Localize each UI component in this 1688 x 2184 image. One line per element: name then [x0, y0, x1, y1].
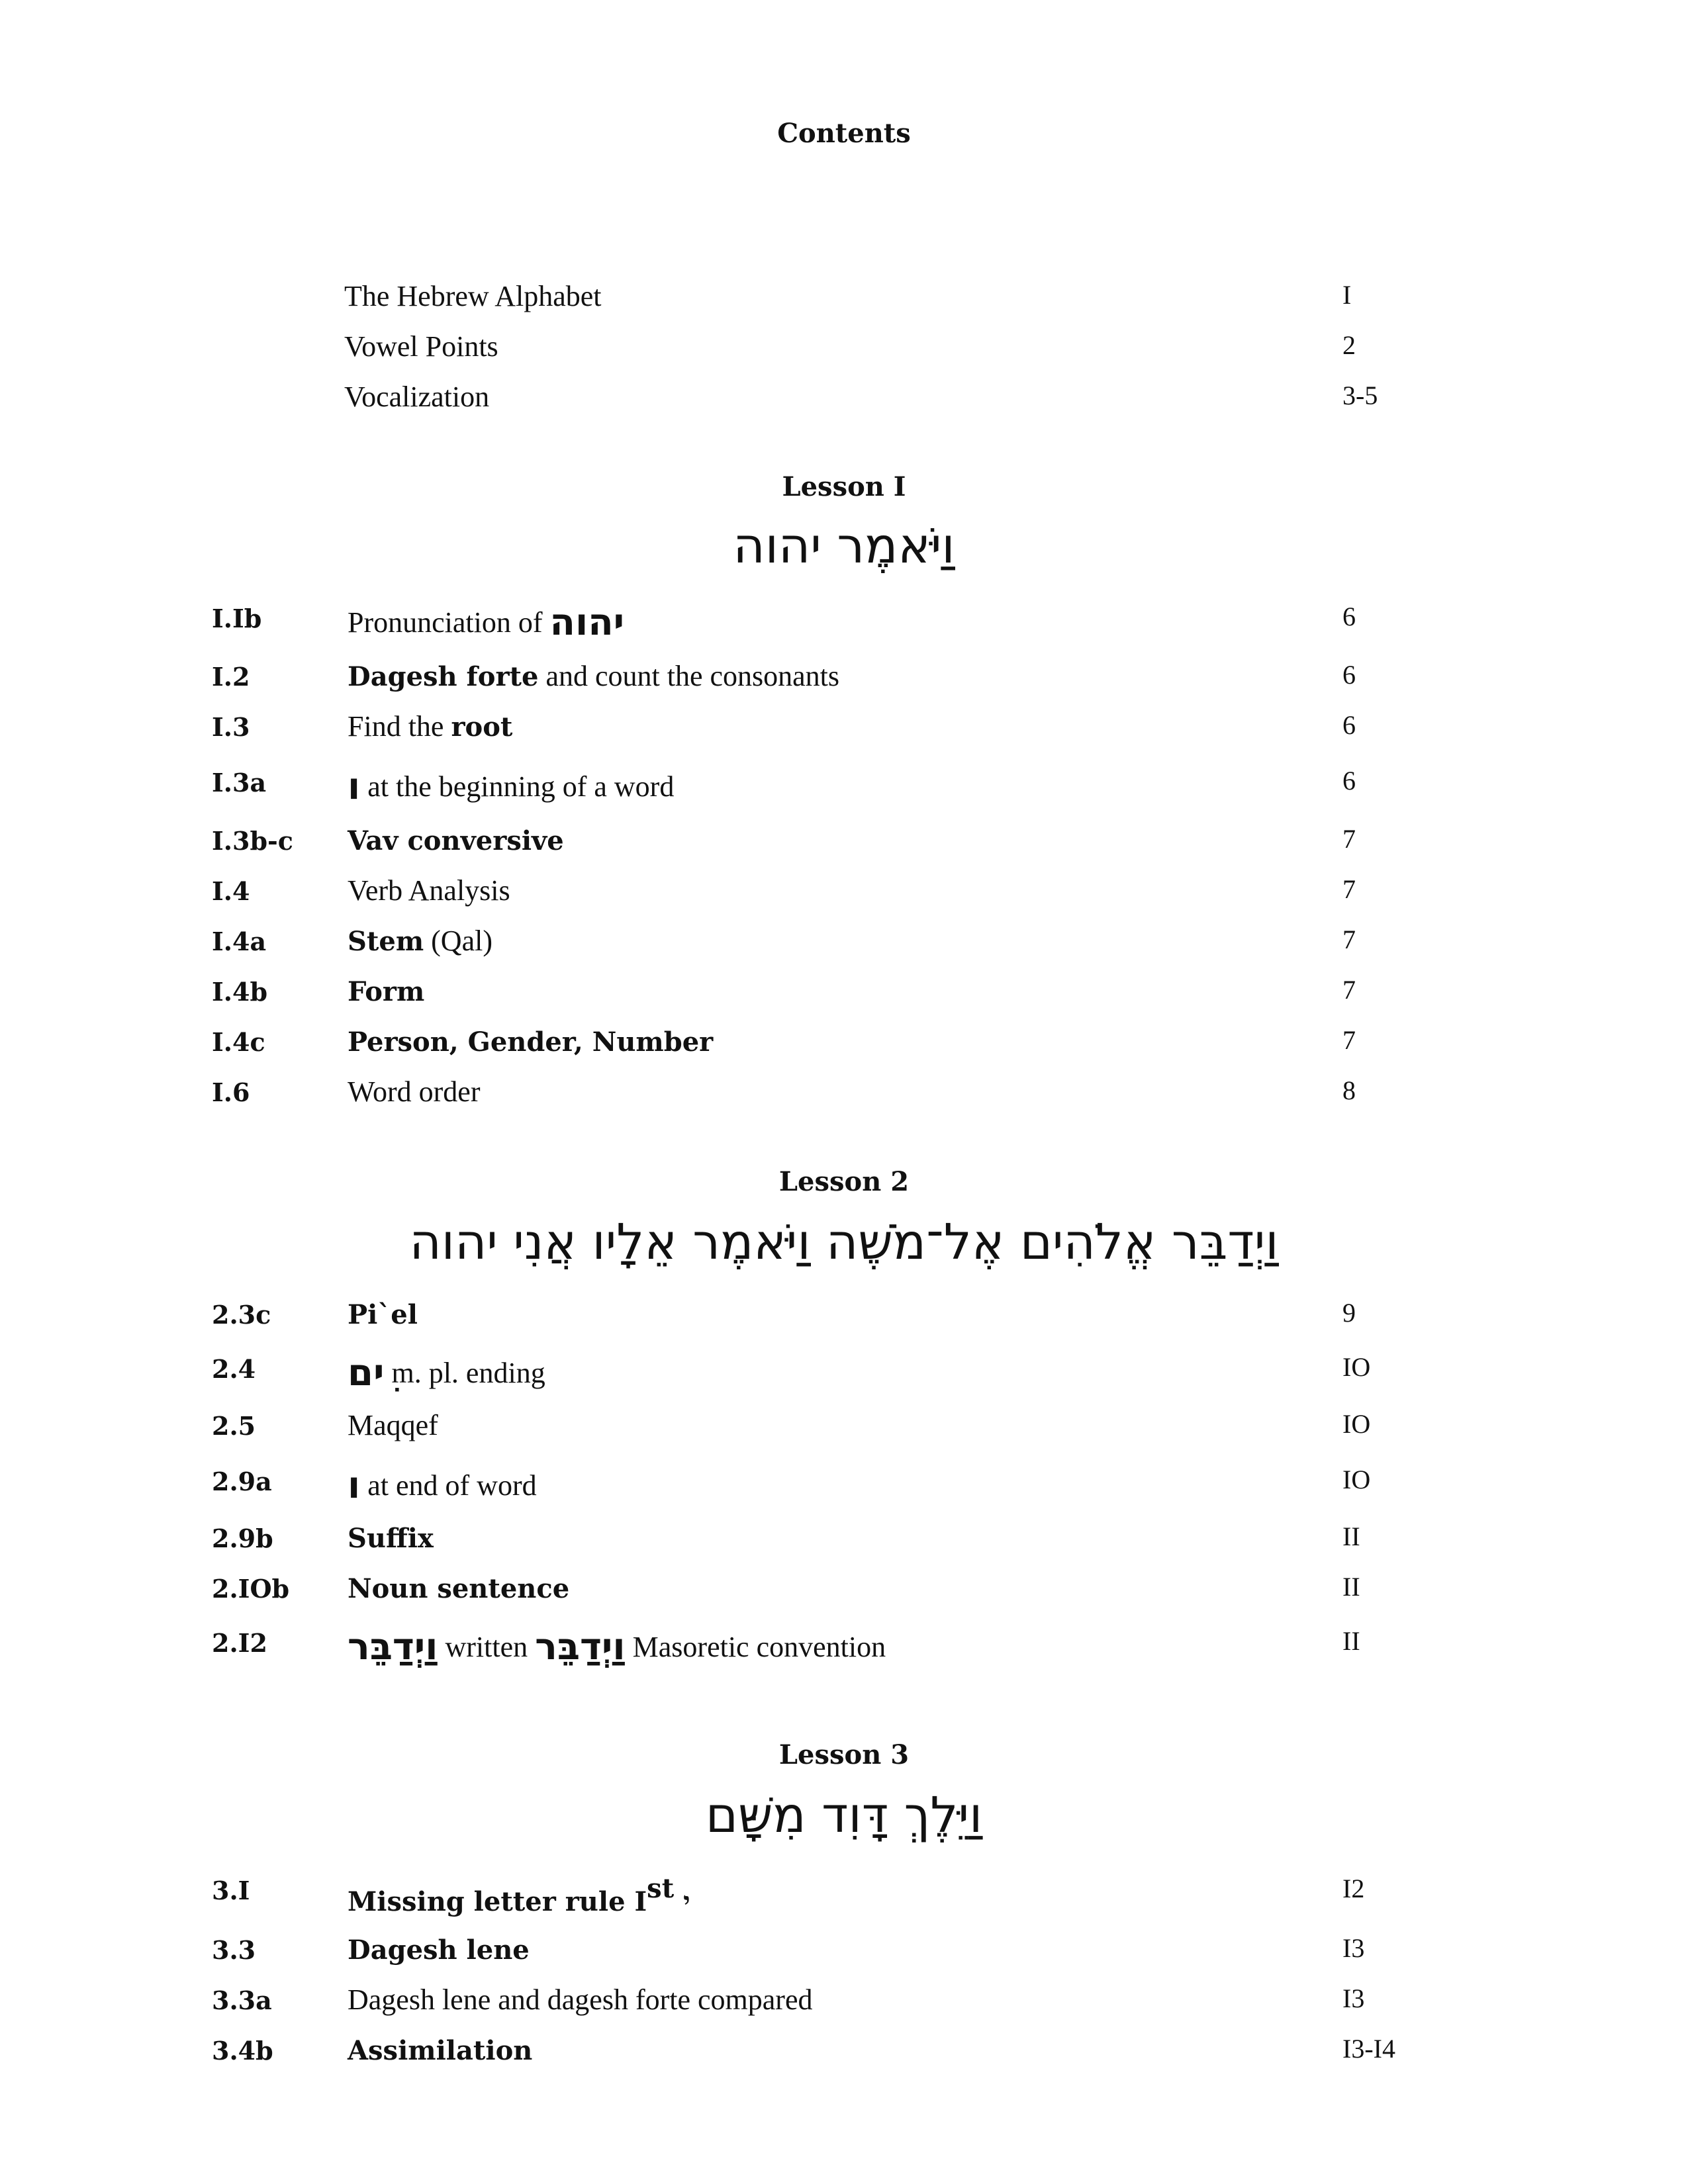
entry-page: 7 — [1342, 1025, 1356, 1055]
hebrew-ending: ִים — [348, 1351, 385, 1394]
entry-title: Vocalization — [344, 381, 490, 413]
entry-page: 6 — [1342, 710, 1356, 740]
lesson-hebrew-title: וַיְדַבֵּר אֱלֹהִים אֶל־מֹשֶׁה וַיֹּאמֶר אֵלָיו אֲנִי יהוה — [409, 1214, 1279, 1271]
entry-page: I2 — [1342, 1874, 1365, 1903]
toc-entry — [212, 1521, 1470, 1563]
entry-text: Pi`el — [348, 1299, 418, 1330]
section-number: 3.3 — [212, 1935, 256, 1965]
section-number: I.4b — [212, 977, 268, 1007]
section-number: I.3b-c — [212, 826, 293, 856]
entry-text: Assimilation — [348, 2035, 533, 2066]
entry-page: 7 — [1342, 874, 1356, 904]
entry-page: 9 — [1342, 1298, 1356, 1328]
section-number: I.4 — [212, 876, 250, 906]
toc-entry — [212, 1983, 1470, 2025]
toc-entry — [212, 765, 1470, 807]
intro-entry — [344, 330, 1403, 369]
entry-page: IO — [1342, 1465, 1371, 1494]
entry-text: Dagesh forte and count the consonants — [348, 660, 840, 692]
hebrew-letter: ו — [348, 1464, 361, 1507]
section-number: 2.IOb — [212, 1574, 290, 1604]
toc-entry — [212, 1571, 1470, 1614]
intro-entry — [344, 380, 1403, 420]
section-number: 3.I — [212, 1876, 250, 1905]
entry-text: Missing letter rule Ist י — [348, 1873, 690, 1917]
lesson-heading: Lesson I — [782, 471, 906, 502]
entry-page: 6 — [1342, 766, 1356, 796]
entry-text: Suffix — [348, 1523, 434, 1554]
toc-entry — [212, 1625, 1470, 1668]
entry-text: Verb Analysis — [348, 874, 510, 907]
toc-entry — [212, 1464, 1470, 1506]
section-number: 3.3a — [212, 1985, 272, 2015]
entry-page: 7 — [1342, 824, 1356, 854]
section-number: 2.I2 — [212, 1628, 267, 1658]
section-number: 2.9b — [212, 1524, 273, 1553]
entry-page: 7 — [1342, 975, 1356, 1005]
toc-entry — [212, 874, 1470, 916]
section-number: 2.3c — [212, 1300, 271, 1330]
toc-entry — [212, 1351, 1470, 1394]
section-number: 2.4 — [212, 1354, 256, 1384]
hebrew-word: וַיְדַבֵּר — [348, 1625, 438, 1668]
lesson-heading: Lesson 2 — [778, 1166, 910, 1197]
entry-text: Stem (Qal) — [348, 925, 492, 957]
hebrew-word: וַיְדַבֵּר — [535, 1625, 626, 1668]
toc-entry — [212, 2033, 1470, 2075]
toc-entry — [212, 1933, 1470, 1975]
entry-page: 6 — [1342, 660, 1356, 690]
entry-page: I3 — [1342, 1983, 1365, 2013]
section-number: 2.9a — [212, 1467, 272, 1496]
entry-page: 6 — [1342, 602, 1356, 631]
entry-page: IO — [1342, 1409, 1371, 1439]
toc-entry — [212, 709, 1470, 752]
entry-text: ו at the beginning of a word — [348, 765, 675, 808]
entry-text: Form — [348, 976, 425, 1007]
toc-entry — [212, 1297, 1470, 1340]
section-number: I.3 — [212, 712, 250, 742]
section-number: I.3a — [212, 768, 267, 797]
toc-entry — [212, 601, 1470, 643]
hebrew-letter: ו — [348, 765, 361, 808]
entry-text: ִים m. pl. ending — [348, 1351, 545, 1394]
entry-text: Pronunciation of יהוה — [348, 601, 625, 644]
section-number: 2.5 — [212, 1411, 256, 1441]
entry-title: The Hebrew Alphabet — [344, 280, 602, 312]
entry-page: II — [1342, 1522, 1360, 1551]
page-title: Contents — [777, 118, 911, 149]
toc-entry — [212, 659, 1470, 702]
entry-page: II — [1342, 1626, 1360, 1656]
entry-text: Vav conversive — [348, 825, 564, 856]
toc-entry — [212, 974, 1470, 1017]
section-number: I.6 — [212, 1077, 250, 1107]
entry-text: Dagesh lene — [348, 1934, 530, 1966]
toc-entry — [212, 924, 1470, 966]
entry-text: Find the root — [348, 710, 513, 743]
lesson-hebrew-title: וַיֹּאמֶר יהוה — [733, 518, 955, 574]
entry-page: 2 — [1342, 330, 1356, 360]
entry-page: I — [1342, 280, 1352, 310]
entry-page: IO — [1342, 1352, 1371, 1382]
lesson-heading: Lesson 3 — [778, 1739, 910, 1770]
entry-page: I3-I4 — [1342, 2034, 1395, 2064]
toc-entry — [212, 823, 1470, 866]
section-number: 3.4b — [212, 2036, 273, 2066]
entry-page: 3-5 — [1342, 381, 1378, 410]
entry-text: Person, Gender, Number — [348, 1026, 714, 1058]
entry-text: Maqqef — [348, 1409, 438, 1441]
section-number: I.4c — [212, 1027, 265, 1057]
entry-page: II — [1342, 1572, 1360, 1602]
section-number: I.2 — [212, 662, 250, 692]
section-number: I.Ib — [212, 604, 262, 633]
toc-entry — [212, 1408, 1470, 1451]
entry-text: ו at end of word — [348, 1464, 537, 1507]
entry-page: I3 — [1342, 1933, 1365, 1963]
toc-entry — [212, 1075, 1470, 1117]
hebrew-word: יהוה — [549, 601, 625, 644]
entry-text: Noun sentence — [348, 1573, 570, 1604]
entry-text: Dagesh lene and dagesh forte compared — [348, 1983, 813, 2016]
entry-page: 8 — [1342, 1075, 1356, 1105]
entry-title: Vowel Points — [344, 330, 498, 363]
entry-text: Word order — [348, 1075, 481, 1108]
lesson-hebrew-title: וַיֵּלֶךְ דָּוִד מִשָּׁם — [705, 1787, 983, 1844]
entry-page: 7 — [1342, 925, 1356, 954]
intro-entry — [344, 279, 1403, 319]
toc-entry — [212, 1873, 1470, 1915]
section-number: I.4a — [212, 927, 267, 956]
toc-entry — [212, 1024, 1470, 1067]
entry-text: וַיְדַבֵּר written וַיְדַבֵּר Masoretic convention — [348, 1625, 886, 1668]
